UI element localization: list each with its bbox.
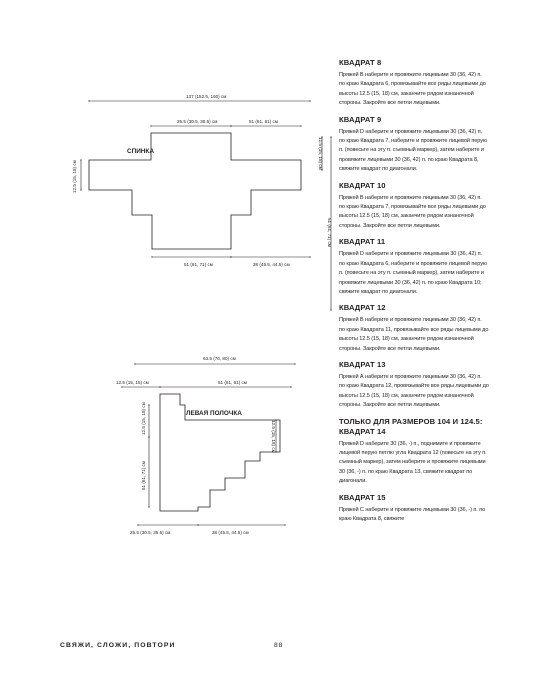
page-number: 88 <box>274 642 284 649</box>
section-square-9 <box>339 115 489 175</box>
front-left-height-top: 12.5 (15, 18) см <box>141 402 146 435</box>
back-label: СПИНКА <box>127 148 154 155</box>
back-right-height: 12.5 (15, 18) см <box>318 137 323 170</box>
section-square-10 <box>339 181 489 232</box>
section-title: КВАДРАТ 13 <box>339 359 386 369</box>
section-square-13 <box>339 360 489 411</box>
back-bottom-right-width: 38 (45.5, 44.5) см <box>253 262 290 267</box>
section-square-12 <box>339 303 489 354</box>
back-right-step: 51 (61, 61) см <box>249 119 278 124</box>
section-body: Пряжей D наберите и провяжите лицевыми 30 (36, 42) п. по краю Квадрата 6, наберите и провяжите лицевой перую п. (повесьте на эту п. съемный маркер), затем наберите и провяжите лицевыми 30 (36, 42) п. по краю Квадрата 10; свяжите квадрат по диагонали. <box>339 251 488 295</box>
section-body: Пряжей D наберите и провяжите лицевыми 30 (36, 42) п. по краю Квадрата 7, наберите и провяжите лицевой перую п. (повесьте на эту п. съемный маркер), затем наберите и провяжите лицевыми 30 (36, 42) п. по краю Квадрата 8, свяжите квадрат по диагонали. <box>339 128 488 173</box>
section-square-14 <box>339 417 489 487</box>
left-front-label: ЛЕВАЯ ПОЛОЧКА <box>186 410 242 417</box>
front-total-width: 63.5 (76, 80) см <box>203 356 236 361</box>
section-body: Пряжей D наберите 30 (36, -) п., поднимите и провяжите лицевой перую петлю угла Квадрата 12 (повесьте на эту п. съемный маркер), затем наберите и провяжите лицевыми 30 (36, -) п. по краю Квадрата 13, свяжите квадрат по диагонали. <box>339 440 487 485</box>
section-title: КВАДРАТ 12 <box>339 303 386 313</box>
section-title: КВАДРАТ 9 <box>339 114 382 124</box>
section-title: КВАДРАТ 15 <box>339 492 386 502</box>
back-bottom-width: 51 (61, 71) см <box>184 262 213 267</box>
back-total-height: 51 (61, 71) см <box>327 218 332 247</box>
section-body: Пряжей В наберите и провяжите лицевыми 30 (36, 42) п. по краю Квадрата 6, провязывайте все ряды лицевыми до высоты 12.5 (15, 18) см, заканчите рядом изнаночной стороны. Закройте все петли лицевыми. <box>339 72 486 107</box>
back-outline <box>89 133 301 249</box>
running-footer: СВЯЖИ, СЛОЖИ, ПОВТОРИ <box>60 642 176 649</box>
back-shoulder-width: 25.5 (30.5, 30.5) см <box>177 119 218 124</box>
section-body: Пряжей В наберите и провяжите лицевыми 30 (36, 42) п. по краю Квадрата 11, провязывайте все ряды лицевыми до высоты 12.5 (15, 18) см, заканчите рядом изнаночной стороны. Закройте все петли лицевыми. <box>339 317 489 352</box>
front-bottom-left-width: 25.5 (30.5, 35.5) см <box>130 530 171 535</box>
front-top-right-width: 51 (61, 61) см <box>218 380 247 385</box>
front-left-height-total: 51 (61, 71) см <box>141 461 146 490</box>
front-bottom-right-width: 38 (45.5, 44.5) см <box>212 530 249 535</box>
front-top-left-width: 12.5 (15, 15) см <box>116 380 149 385</box>
section-square-11 <box>339 237 489 297</box>
section-body: Пряжей А наберите и провяжите лицевыми 30 (36, 42) п. по краю Квадрата 12, провязывайте все ряды лицевыми до высоты 12.5 (15, 18) см, заканчите рядом изнаночной стороны. Закройте все петли лицевыми. <box>339 373 489 409</box>
section-title: КВАДРАТ 11 <box>339 237 386 247</box>
section-body: Пряжей С наберите и провяжите лицевыми 30 (36, -) п. по краю Квадрата 8, свяжите <box>339 506 486 522</box>
back-total-width: 137 (152.5, 160) см <box>186 94 227 99</box>
section-square-8 <box>339 58 489 109</box>
section-body: Пряжей В наберите и провяжите лицевыми 30 (36, 42) п. по краю Квадрата 7, провязывайте все ряды лицевыми до высоты 12.5 (15, 18) см, заканчите рядом изнаночной стороны. Закройте все петли лицевыми. <box>339 194 486 229</box>
section-title: ТОЛЬКО ДЛЯ РАЗМЕРОВ 104 И 124.5: КВАДРАТ 14 <box>339 416 483 436</box>
section-title: КВАДРАТ 8 <box>339 58 382 67</box>
back-left-height: 12.5 (15, 18) см <box>72 160 77 193</box>
section-title: КВАДРАТ 10 <box>339 180 386 190</box>
front-right-height: 12.5 (15, 18) см <box>271 420 276 453</box>
section-square-15 <box>339 493 489 525</box>
instructions-column <box>339 58 489 530</box>
